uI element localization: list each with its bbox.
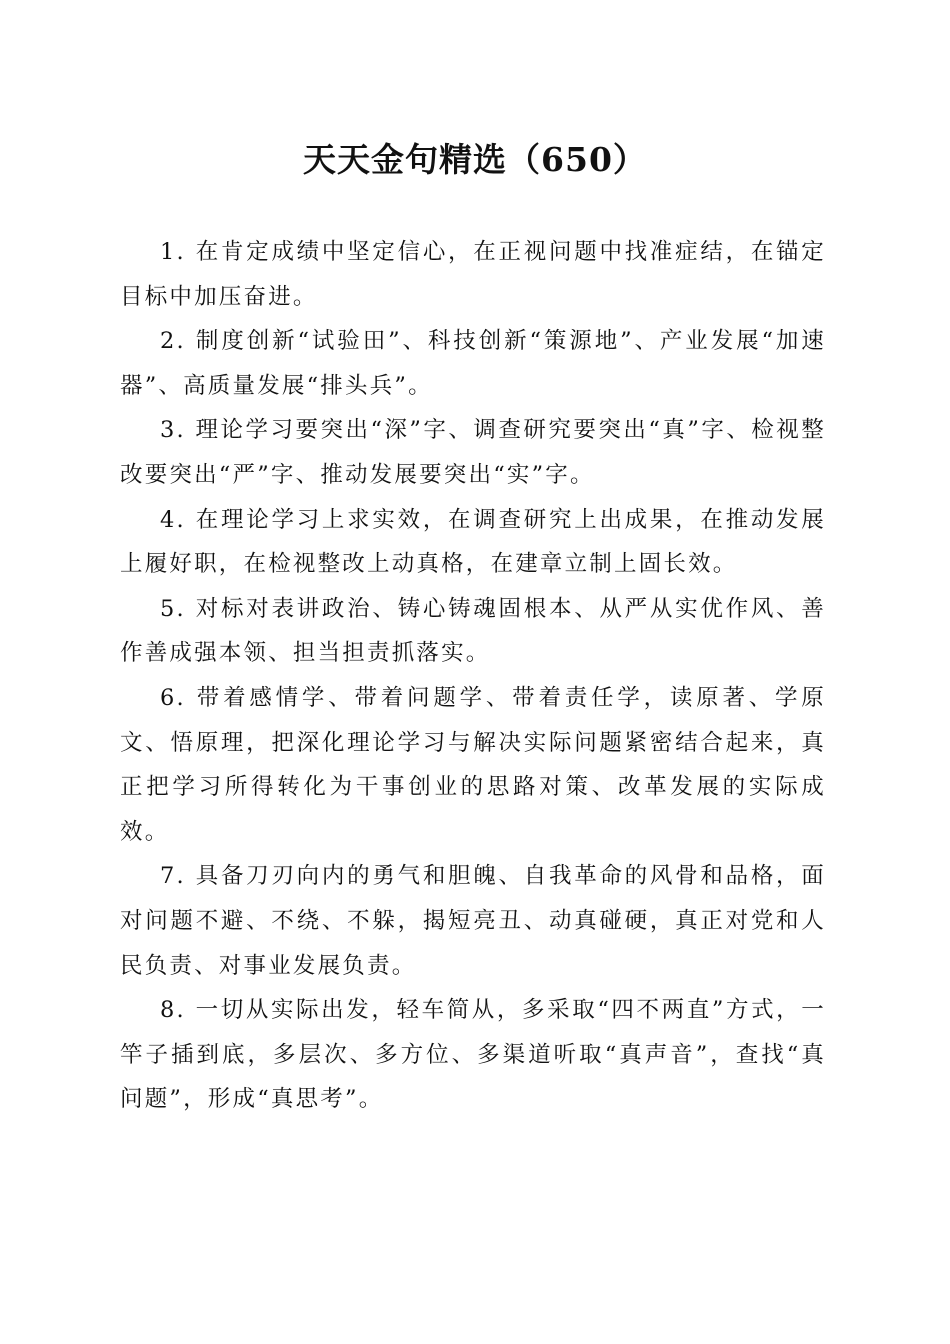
- paragraph-3: 3. 理论学习要突出“深”字、调查研究要突出“真”字、检视整改要突出“严”字、推动发展要突出“实”字。: [120, 417, 826, 488]
- paragraph-1: 1. 在肯定成绩中坚定信心，在正视问题中找准症结，在锚定目标中加压奋进。: [120, 239, 826, 310]
- paragraph-6: 6. 带着感情学、带着问题学、带着责任学，读原著、学原文、悟原理，把深化理论学习与解决实际问题紧密结合起来，真正把学习所得转化为干事创业的思路对策、改革发展的实际成效。: [120, 684, 826, 845]
- paragraph-7: 7. 具备刀刃向内的勇气和胆魄、自我革命的风骨和品格，面对问题不避、不绕、不躲，揭短亮丑、动真碰硬，真正对党和人民负责、对事业发展负责。: [120, 863, 826, 979]
- paragraph-2: 2. 制度创新“试验田”、科技创新“策源地”、产业发展“加速器”、高质量发展“排头兵”。: [120, 328, 826, 399]
- paragraph-8: 8. 一切从实际出发，轻车简从，多采取“四不两直”方式，一竿子插到底，多层次、多方位、多渠道听取“真声音”，查找“真问题”，形成“真思考”。: [120, 997, 826, 1113]
- paragraph-4: 4. 在理论学习上求实效，在调查研究上出成果，在推动发展上履好职，在检视整改上动真格，在建章立制上固长效。: [120, 506, 826, 578]
- document-body: [120, 230, 826, 1122]
- page-title: 天天金句精选（650）: [303, 140, 647, 179]
- paragraph-5: 5. 对标对表讲政治、铸心铸魂固根本、从严从实优作风、善作善成强本领、担当担责抓落实。: [120, 595, 826, 667]
